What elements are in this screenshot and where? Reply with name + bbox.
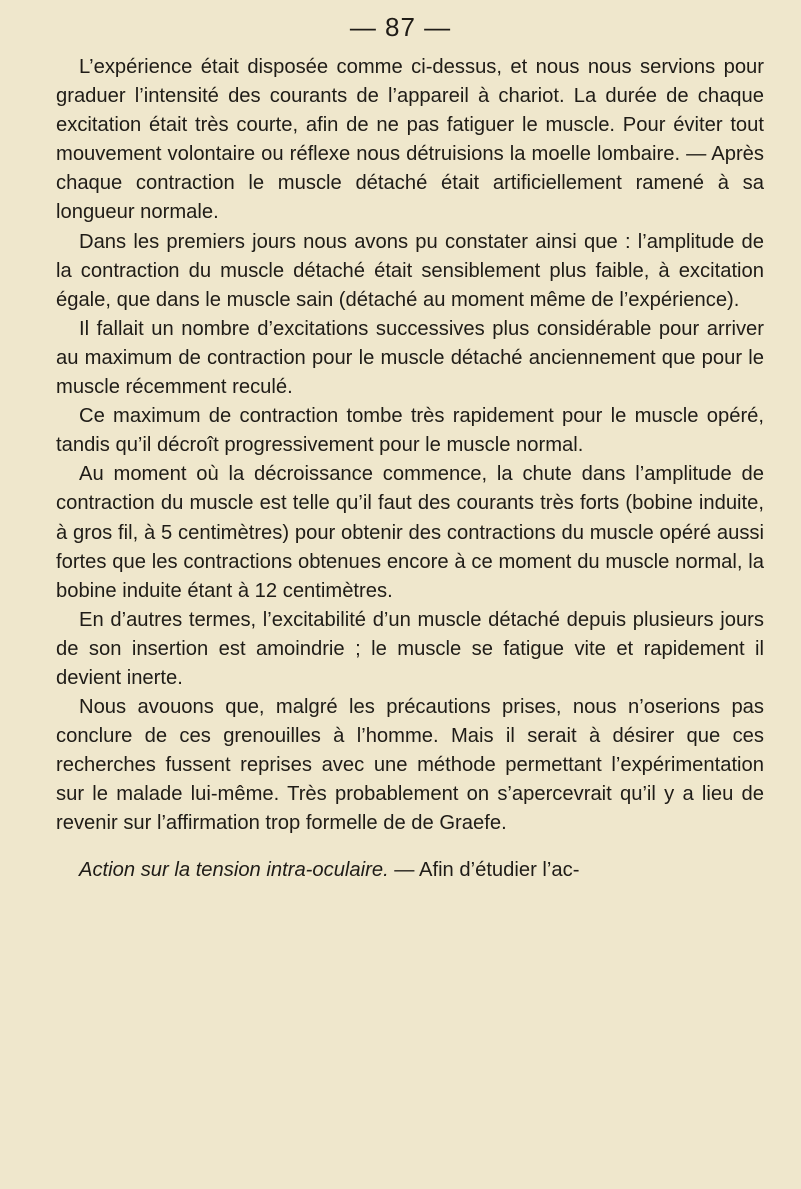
paragraph-7: Nous avouons que, malgré les précautions prises, nous n’oserions pas conclure de ces grenouilles à l’homme. Mais il serait à désirer que ces recherches fussent reprises avec une méthode permettant l’expérimentation sur le malade lui-même. Très probablement on s’apercevrait qu’il y a lieu de revenir sur l’affirmation trop formelle de de Graefe. [56,696,764,835]
paragraph-1: L’expérience était disposée comme ci-dessus, et nous nous servions pour graduer l’intensité des courants de l’appareil à chariot. La durée de chaque excitation était très courte, afin de ne pas fatiguer le muscle. Pour éviter tout mouvement volontaire ou réflexe nous détruisions la moelle lombaire. — Après chaque contraction le muscle détaché était artificiellement ramené à sa longueur normale. [56,56,764,224]
paragraph-2: Dans les premiers jours nous avons pu constater ainsi que : l’amplitude de la contraction du muscle détaché était sensiblement plus faible, à excitation égale, que dans le muscle sain (détaché au moment même de l’expérience). [56,230,764,311]
body-text [56,53,764,885]
paragraph-6: En d’autres termes, l’excitabilité d’un muscle détaché depuis plusieurs jours de son insertion est amoindrie ; le muscle se fatigue vite et rapidement il devient inerte. [56,608,764,689]
section-text: — Afin d’étudier l’ac- [388,858,580,881]
paragraph-3: Il fallait un nombre d’excitations successives plus considérable pour arriver au maximum de contraction pour le muscle détaché anciennement que pour le muscle récemment reculé. [56,317,764,399]
paragraph-5: Au moment où la décroissance commence, la chute dans l’amplitude de contraction du muscle est telle qu’il faut des courants très forts (bobine induite, à gros fil, à 5 centimètres) pour obtenir des contractions du muscle opéré aussi fortes que les contractions obtenues encore à ce moment du muscle normal, la bobine induite étant à 12 centimètres. [56,463,764,602]
section-start [56,856,764,885]
section-title: Action sur la tension intra-oculaire. [79,858,389,881]
paragraph-4: Ce maximum de contraction tombe très rapidement pour le muscle opéré, tandis qu’il décroît progressivement pour le muscle normal. [56,405,764,457]
page-number: — 87 — [349,12,452,42]
